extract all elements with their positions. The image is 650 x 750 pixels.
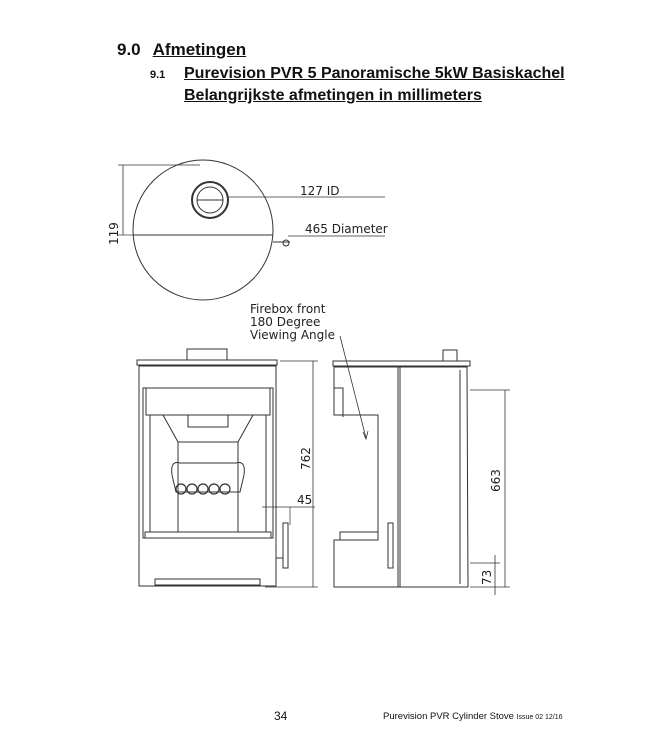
dim-side-height-label: 663 <box>489 469 503 492</box>
page-number: 34 <box>274 709 288 723</box>
subsection-number: 9.1 <box>150 69 166 81</box>
side-view <box>333 350 510 595</box>
dim-height-label: 762 <box>299 447 313 470</box>
footer-doc-title: Purevision PVR Cylinder Stove <box>383 711 514 722</box>
footer-issue: Issue 02 12/16 <box>516 714 563 721</box>
dim-flue-label: 127 ID <box>300 184 340 198</box>
section-number: 9.0 <box>117 40 141 59</box>
subsection-subtitle: Belangrijkste afmetingen in millimeters <box>184 87 482 104</box>
front-view <box>137 349 318 587</box>
subsection-title: Purevision PVR 5 Panoramische 5kW Basiskachel <box>184 65 565 82</box>
dim-diameter-label: 465 Diameter <box>305 222 388 236</box>
firebox-note-3: Viewing Angle <box>250 328 335 342</box>
dim-handle-label: 45 <box>297 493 313 507</box>
footer-title <box>383 711 563 722</box>
firebox-note-2: 180 Degree <box>250 315 321 329</box>
dim-top-offset-label: 119 <box>107 222 121 245</box>
section-title: Afmetingen <box>152 40 247 59</box>
firebox-note-1: Firebox front <box>250 302 326 316</box>
dim-base-label: 73 <box>480 569 494 585</box>
